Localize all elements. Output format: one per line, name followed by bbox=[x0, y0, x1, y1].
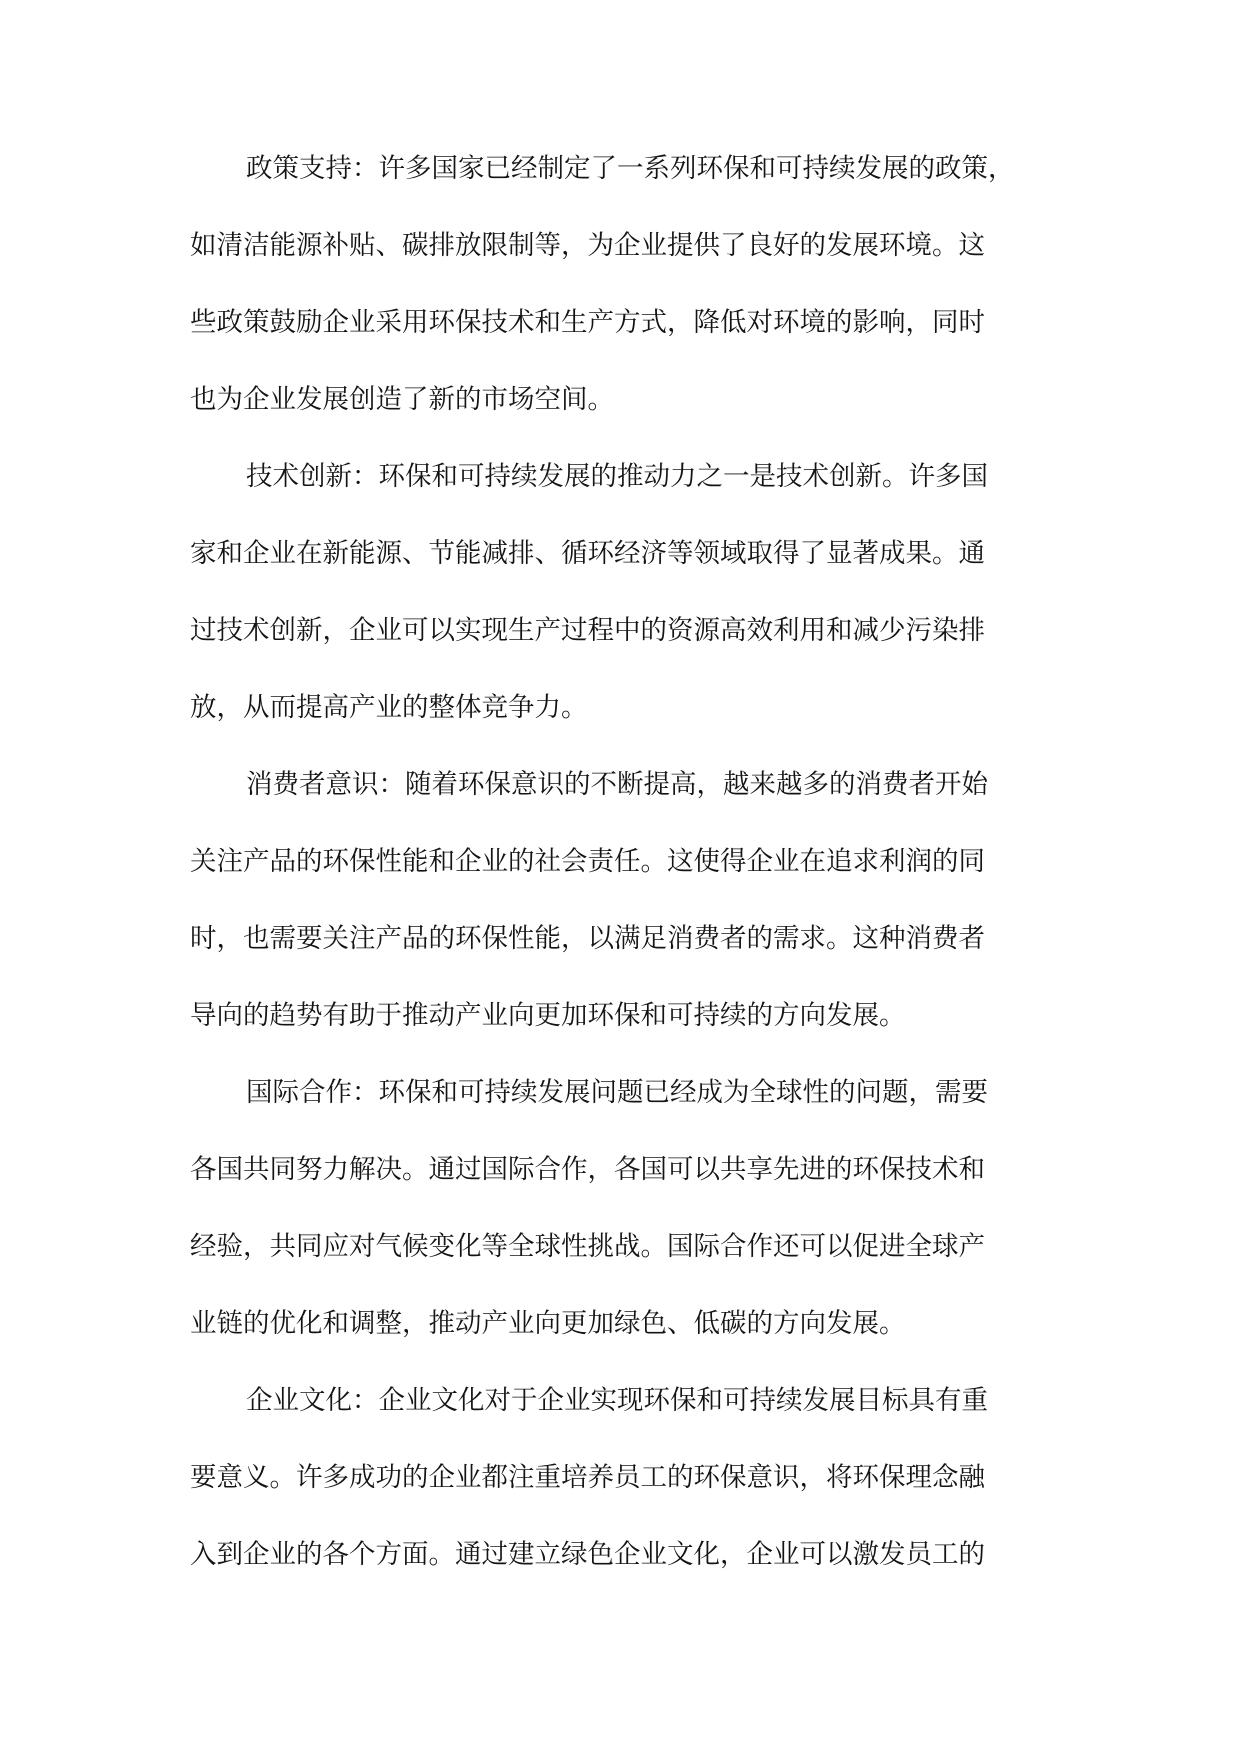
paragraph-4-line-2: 各国共同努力解决。通过国际合作，各国可以共享先进的环保技术和 bbox=[190, 1154, 985, 1185]
paragraph-5-line-1: 企业文化：企业文化对于企业实现环保和可持续发展目标具有重 bbox=[246, 1385, 988, 1416]
paragraph-1-line-3: 些政策鼓励企业采用环保技术和生产方式，降低对环境的影响，同时 bbox=[190, 307, 985, 338]
paragraph-5-line-3: 入到企业的各个方面。通过建立绿色企业文化，企业可以激发员工的 bbox=[190, 1539, 985, 1570]
paragraph-1-line-4: 也为企业发展创造了新的市场空间。 bbox=[190, 384, 614, 415]
paragraph-1-line-2: 如清洁能源补贴、碳排放限制等，为企业提供了良好的发展环境。这 bbox=[190, 230, 985, 261]
paragraph-3-line-3: 时，也需要关注产品的环保性能，以满足消费者的需求。这种消费者 bbox=[190, 923, 985, 954]
paragraph-4-line-1: 国际合作：环保和可持续发展问题已经成为全球性的问题，需要 bbox=[246, 1077, 988, 1108]
paragraph-2-line-4: 放，从而提高产业的整体竞争力。 bbox=[190, 692, 588, 723]
paragraph-4-line-3: 经验，共同应对气候变化等全球性挑战。国际合作还可以促进全球产 bbox=[190, 1231, 985, 1262]
paragraph-3-line-4: 导向的趋势有助于推动产业向更加环保和可持续的方向发展。 bbox=[190, 1000, 906, 1031]
paragraph-4-line-4: 业链的优化和调整，推动产业向更加绿色、低碳的方向发展。 bbox=[190, 1308, 906, 1339]
paragraph-5-line-2: 要意义。许多成功的企业都注重培养员工的环保意识，将环保理念融 bbox=[190, 1462, 985, 1493]
paragraph-3-line-1: 消费者意识：随着环保意识的不断提高，越来越多的消费者开始 bbox=[246, 769, 988, 800]
paragraph-2-line-3: 过技术创新，企业可以实现生产过程中的资源高效利用和减少污染排 bbox=[190, 615, 985, 646]
paragraph-2-line-1: 技术创新：环保和可持续发展的推动力之一是技术创新。许多国 bbox=[246, 461, 988, 492]
paragraph-2-line-2: 家和企业在新能源、节能减排、循环经济等领域取得了显著成果。通 bbox=[190, 538, 985, 569]
paragraph-1-line-1: 政策支持：许多国家已经制定了一系列环保和可持续发展的政策， bbox=[246, 153, 1015, 184]
paragraph-3-line-2: 关注产品的环保性能和企业的社会责任。这使得企业在追求利润的同 bbox=[190, 846, 985, 877]
